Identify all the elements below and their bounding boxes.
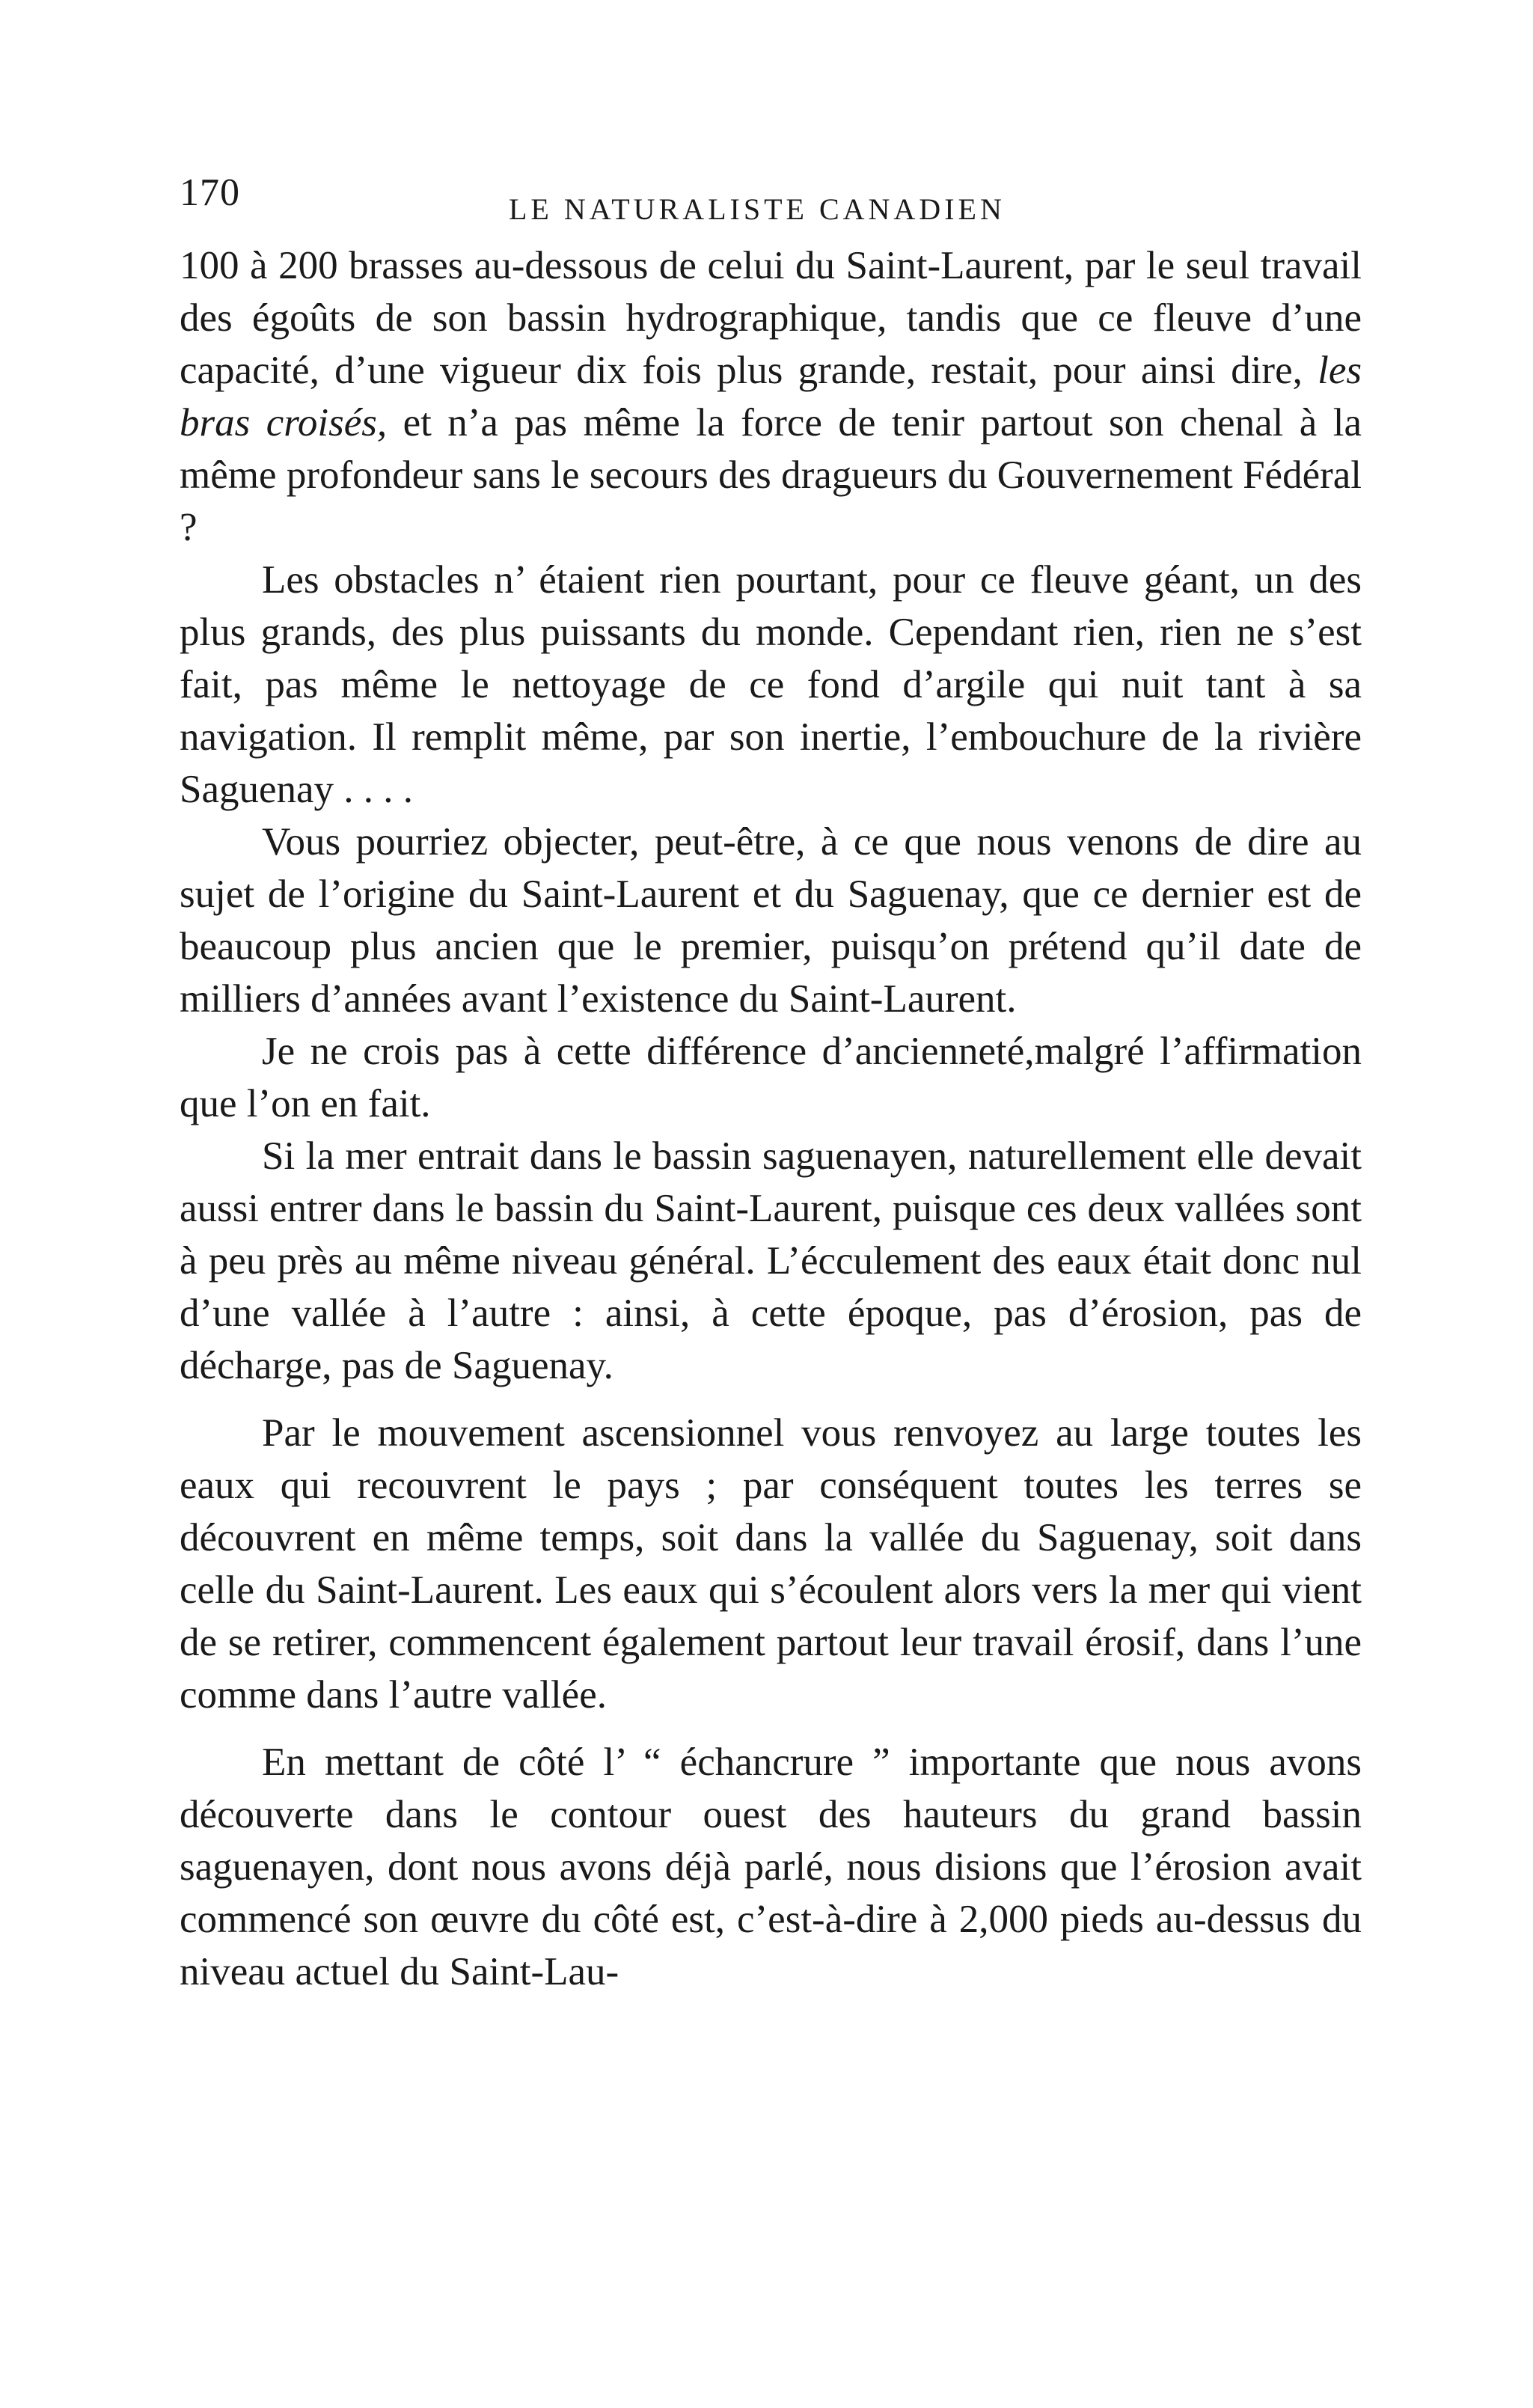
paragraph: Si la mer entrait dans le bassin saguenayen, naturellement elle devait aussi entrer dans le bassin du Saint-Laurent, puisque ces deux vallées sont à peu près au même niveau général. L’écculement des eaux était donc nul d’une vallée à l’autre : ainsi, à cette époque, pas d’érosion, pas de décharge, pas de Saguenay. — [180, 1134, 1362, 1387]
paragraph-continued — [180, 239, 1362, 554]
paragraph-text: et n’a pas même la force de tenir partout son chenal à la même profondeur sans le secours des dragueurs du Gouvernement Fédéral ? — [180, 401, 1362, 549]
paragraph: En mettant de côté l’ “ échancrure ” importante que nous avons découverte dans le contour ouest des hauteurs du grand bassin saguenayen, dont nous avons déjà parlé, nous disions que l’érosion avait commencé son œuvre du côté est, c’est-à-dire à 2,000 pieds au-dessus du niveau actuel du Saint-Lau- — [180, 1741, 1362, 1993]
body-text — [180, 239, 1362, 2335]
paragraph: Je ne crois pas à cette différence d’ancienneté,malgré l’affirmation que l’on en fait. — [180, 1030, 1362, 1125]
paragraph: Les obstacles n’ étaient rien pourtant, pour ce fleuve géant, un des plus grands, des plus puissants du monde. Cependant rien, rien ne s’est fait, pas même le nettoyage de ce fond d’argile qui nuit tant à sa navigation. Il remplit même, par son inertie, l’embouchure de la rivière Saguenay . . . . — [180, 558, 1362, 811]
page-number: 170 — [180, 171, 240, 214]
paragraph: Par le mouvement ascensionnel vous renvoyez au large toutes les eaux qui recouvrent le pays ; par conséquent toutes les terres se découvrent en même temps, soit dans la vallée du Saguenay, soit dans celle du Saint-Laurent. Les eaux qui s’écoulent alors vers la mer qui vient de se retirer, commencent également partout leur travail érosif, dans l’une comme dans l’autre vallée. — [180, 1411, 1362, 1717]
page-header — [180, 171, 1347, 230]
running-title: LE NATURALISTE CANADIEN — [509, 192, 1006, 226]
paragraph: Vous pourriez objecter, peut-être, à ce que nous venons de dire au sujet de l’origine du Saint-Laurent et du Saguenay, que ce dernier est de beaucoup plus ancien que le premier, puisqu’on prétend qu’il date de milliers d’années avant l’existence du Saint-Laurent. — [180, 820, 1362, 1021]
italic-phrase: les bras croisés, — [180, 349, 1362, 444]
paragraph-text: 100 à 200 brasses au-dessous de celui du Saint-Laurent, par le seul travail des égoûts de son bassin hydrographique, tandis que ce fleuve d’une capacité, d’une vigueur dix fois plus grande, restait, pour ainsi dire, — [180, 244, 1362, 392]
